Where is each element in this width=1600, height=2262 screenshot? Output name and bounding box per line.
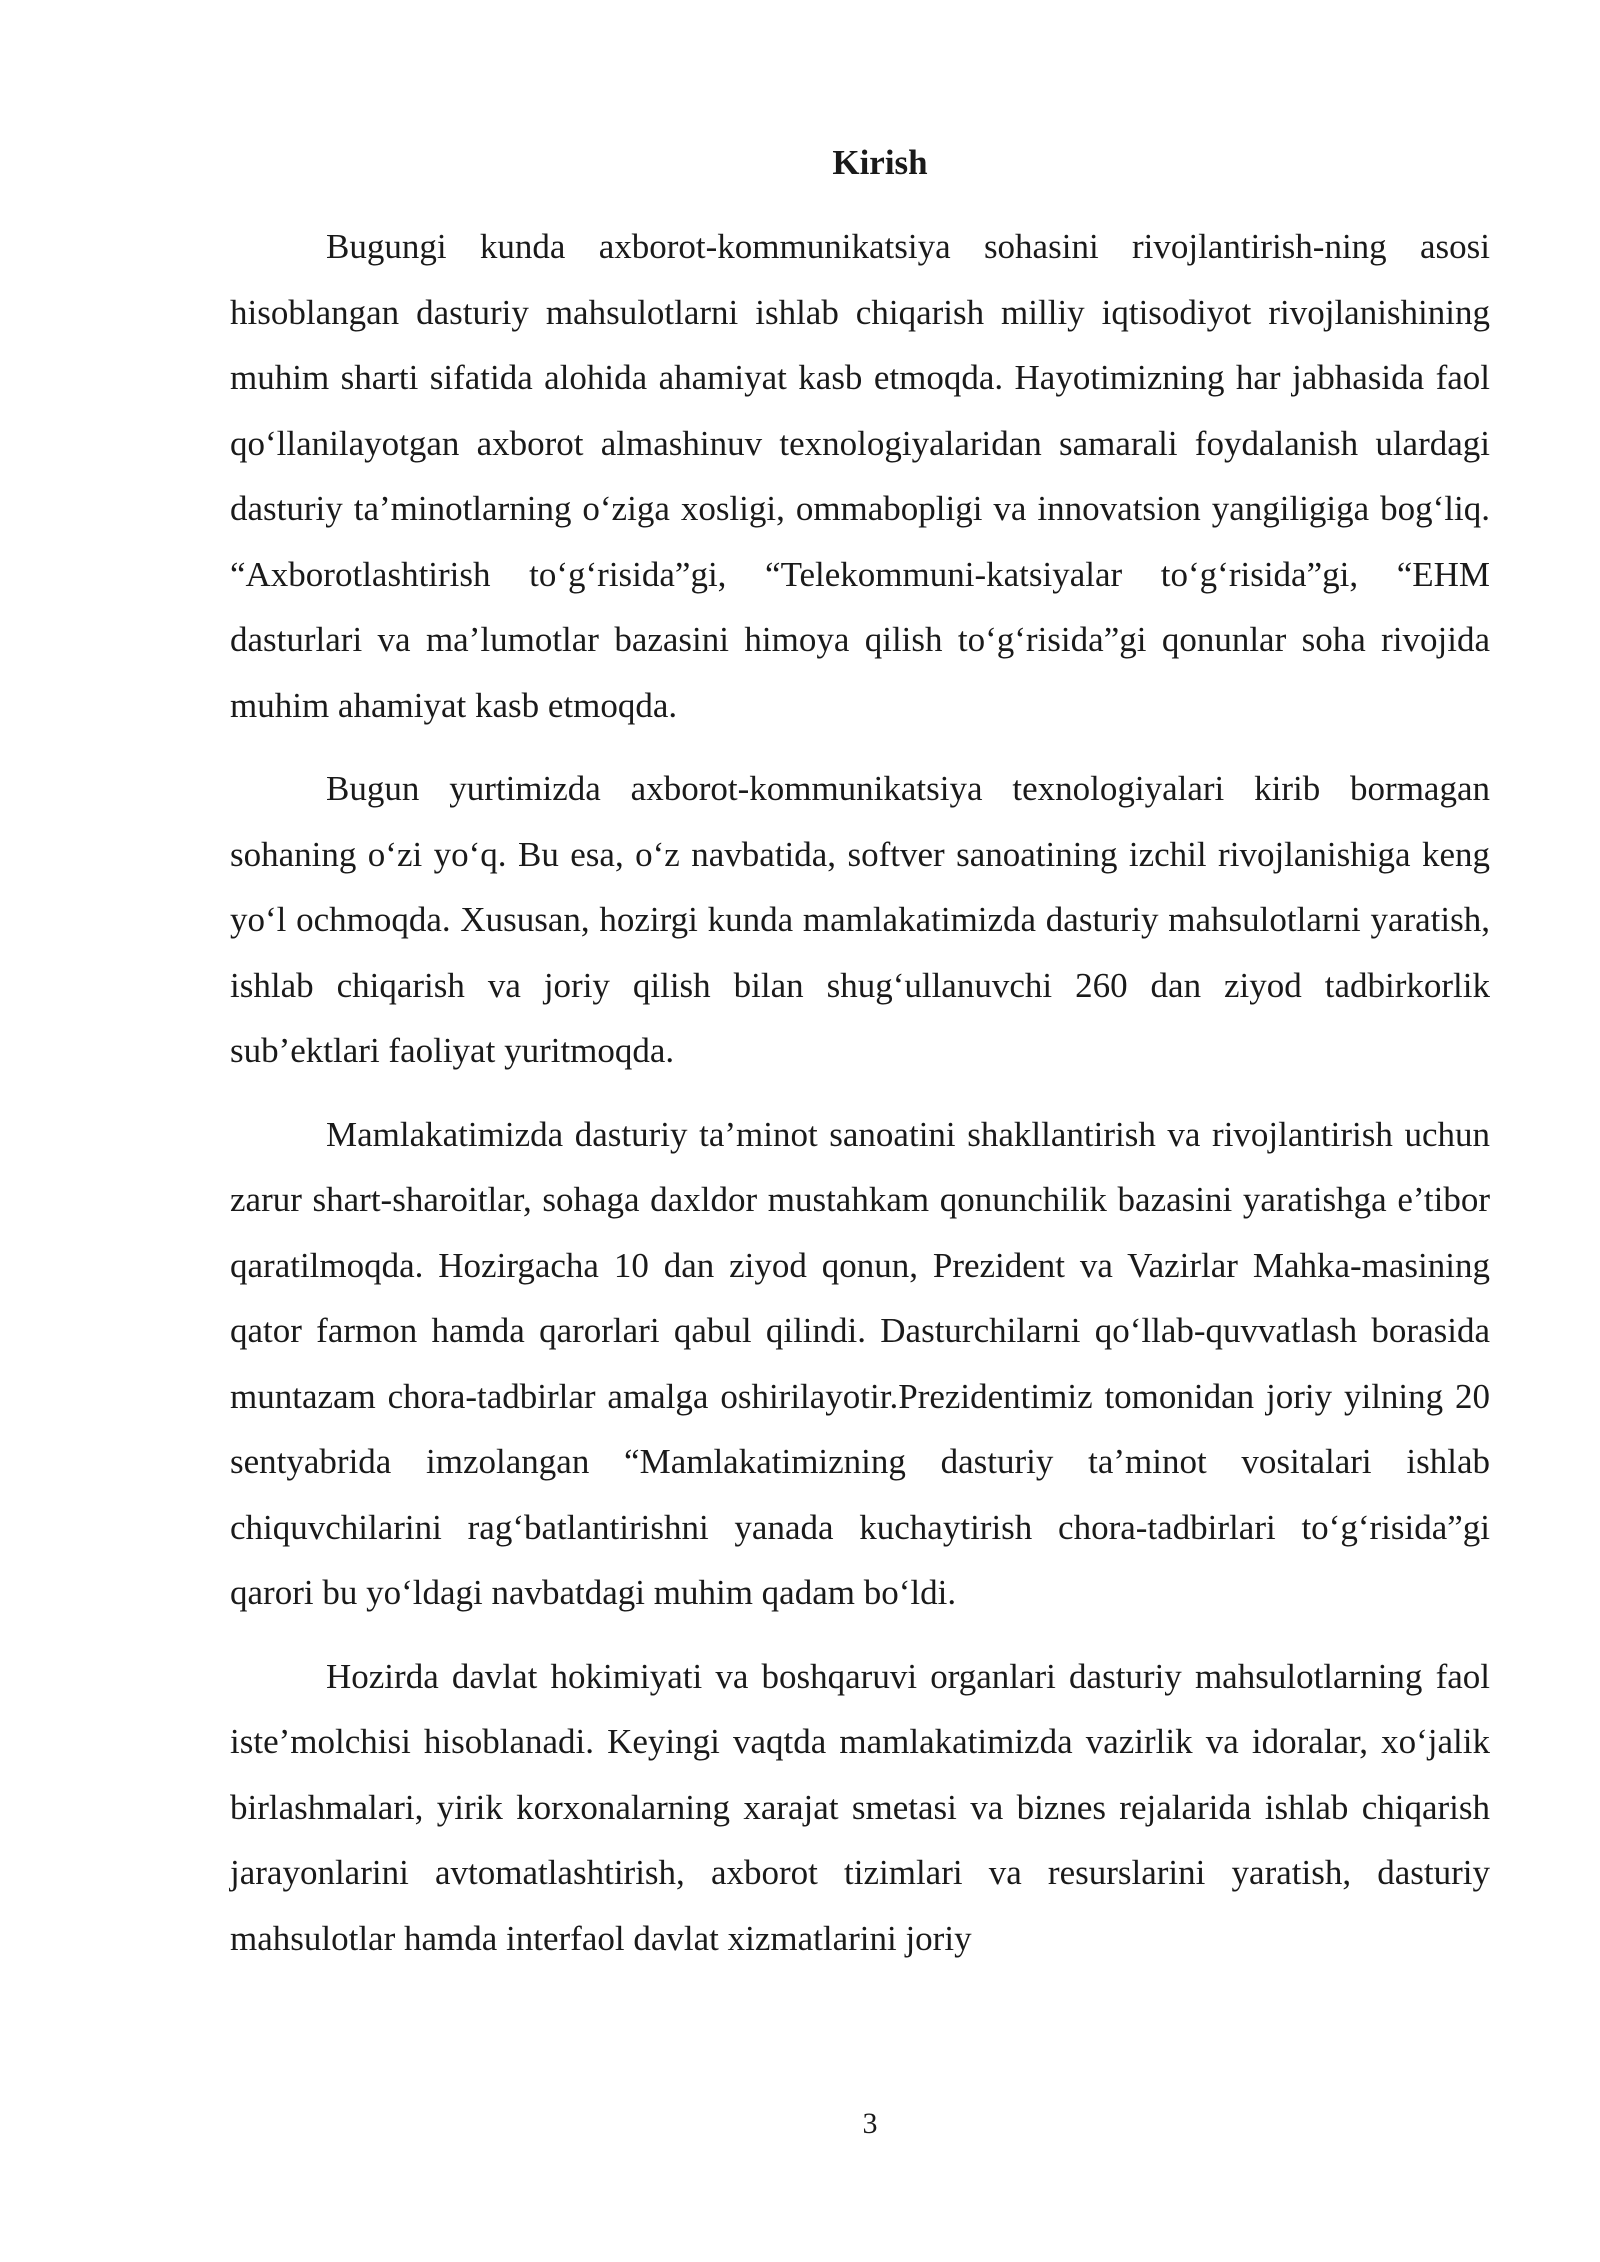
section-title: Kirish [832, 143, 928, 182]
paragraph-2: Bugun yurtimizda axborot-kommunikatsiya texnologiyalari kirib bormagan sohaning o‘zi yo‘q. Bu esa, o‘z navbatida, softver sanoatining izchil rivojlanishiga keng yo‘l ochmoqda. Xususan, hozirgi kunda mamlakatimizda dasturiy mahsulotlarni yaratish, ishlab chiqarish va joriy qilish bilan shug‘ullanuvchi 260 dan ziyod tadbirkorlik sub’ektlari faoliyat yuritmoqda. [230, 769, 1490, 1070]
paragraph-1: Bugungi kunda axborot-kommunikatsiya sohasini rivojlantirish-ning asosi hisoblangan dasturiy mahsulotlarni ishlab chiqarish milliy iqtisodiyot rivojlanishining muhim sharti sifatida alohida ahamiyat kasb etmoqda. Hayotimizning har jabhasida faol qo‘llanilayotgan axborot almashinuv texnologiyalaridan samarali foydalanish ulardagi dasturiy ta’minotlarning o‘ziga xosligi, ommabopligi va innovatsion yangiligiga bog‘liq. “Axborotlashtirish to‘g‘risida”gi, “Telekommuni-katsiyalar to‘g‘risida”gi, “EHM dasturlari va ma’lumotlar bazasini himoya qilish to‘g‘risida”gi qonunlar soha rivojida muhim ahamiyat kasb etmoqda. [230, 227, 1490, 725]
paragraph-4: Hozirda davlat hokimiyati va boshqaruvi organlari dasturiy mahsulotlarning faol iste’molchisi hisoblanadi. Keyingi vaqtda mamlakatimizda vazirlik va idoralar, xo‘jalik birlashmalari, yirik korxonalarning xarajat smetasi va biznes rejalarida ishlab chiqarish jarayonlarini avtomatlashtirish, axborot tizimlari va resurslarini yaratish, dasturiy mahsulotlar hamda interfaol davlat xizmatlarini joriy [230, 1656, 1490, 1958]
page-number: 3 [862, 2107, 878, 2140]
body-text [230, 214, 1490, 1989]
paragraph-3: Mamlakatimizda dasturiy ta’minot sanoatini shakllantirish va rivojlantirish uchun zarur shart-sharoitlar, sohaga daxldor mustahkam qonunchilik bazasini yaratishga e’tibor qaratilmoqda. Hozirgacha 10 dan ziyod qonun, Prezident va Vazirlar Mahka-masining qator farmon hamda qarorlari qabul qilindi. Dasturchilarni qo‘llab-quvvatlash borasida muntazam chora-tadbirlar amalga oshirilayotir.Prezidentimiz tomonidan joriy yilning 20 sentyabrida imzolangan “Mamlakatimizning dasturiy ta’minot vositalari ishlab chiquvchilarini rag‘batlantirishni yanada kuchaytirish chora-tadbirlari to‘g‘risida”gi qarori bu yo‘ldagi navbatdagi muhim qadam bo‘ldi. [230, 1114, 1490, 1612]
